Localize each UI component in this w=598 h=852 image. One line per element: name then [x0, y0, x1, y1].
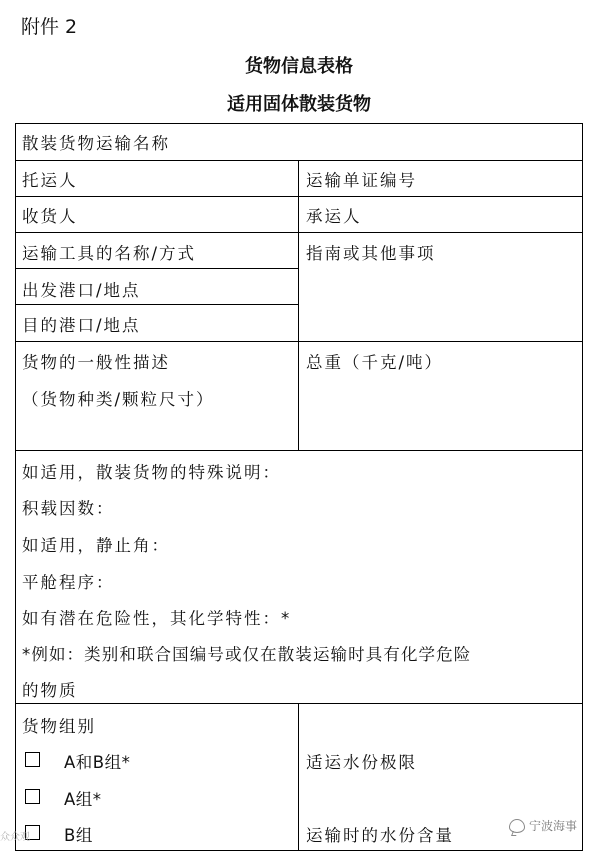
group-ab-label: A和B组*	[64, 753, 131, 772]
cargo-group-label: 货物组别	[22, 717, 96, 736]
row-rule	[15, 160, 583, 161]
tml-label: 适运水份极限	[306, 753, 417, 772]
group-a-checkbox[interactable]	[25, 789, 40, 804]
group-b-label: B组	[64, 826, 93, 845]
form-title: 货物信息表格	[245, 56, 353, 77]
transport-name-mode-label: 运输工具的名称/方式	[22, 244, 197, 263]
row-rule	[15, 703, 583, 704]
departure-port-label: 出发港口/地点	[22, 281, 141, 300]
row-rule	[15, 232, 583, 233]
row-rule	[15, 450, 583, 451]
special-info-line: 平舱程序：	[22, 573, 115, 592]
moisture-content-label: 运输时的水份含量	[306, 826, 454, 845]
column-rule	[298, 703, 299, 851]
row-rule	[15, 196, 583, 197]
row-rule	[15, 341, 583, 342]
special-info-line: *例如：类别和联合国编号或仅在散装运输时具有化学危险	[22, 645, 472, 664]
special-info-line: 如适用，静止角：	[22, 536, 170, 555]
table-border-top	[15, 123, 583, 124]
general-description-label: 货物的一般性描述	[22, 353, 170, 372]
special-info-line: 积载因数：	[22, 499, 115, 518]
gross-weight-label: 总重（千克/吨）	[306, 353, 444, 372]
consignee-label: 收货人	[22, 207, 78, 226]
general-description-note: （货物种类/颗粒尺寸）	[22, 390, 215, 409]
group-ab-checkbox[interactable]	[25, 752, 40, 767]
destination-port-label: 目的港口/地点	[22, 316, 141, 335]
carrier-label: 承运人	[306, 207, 362, 226]
transport-doc-number-label: 运输单证编号	[306, 171, 417, 190]
shipper-label: 托运人	[22, 171, 78, 190]
bulk-cargo-name-label: 散装货物运输名称	[22, 134, 170, 153]
special-info-line: 如适用，散装货物的特殊说明：	[22, 463, 281, 482]
corner-watermark: 众众观	[0, 832, 30, 843]
special-info-line: 如有潜在危险性，其化学特性：*	[22, 609, 292, 628]
annex-label: 附件 2	[21, 16, 78, 38]
watermark	[506, 816, 580, 835]
watermark-text: 宁波海事	[528, 819, 577, 833]
group-a-label: A组*	[64, 790, 102, 809]
row-rule	[15, 304, 298, 305]
special-info-line: 的物质	[22, 681, 78, 700]
chat-bubble-icon	[509, 819, 525, 833]
table-border-bottom	[15, 850, 583, 851]
column-rule	[298, 160, 299, 451]
instructions-label: 指南或其他事项	[306, 244, 436, 263]
row-rule	[15, 268, 298, 269]
form-subtitle: 适用固体散装货物	[227, 94, 371, 115]
